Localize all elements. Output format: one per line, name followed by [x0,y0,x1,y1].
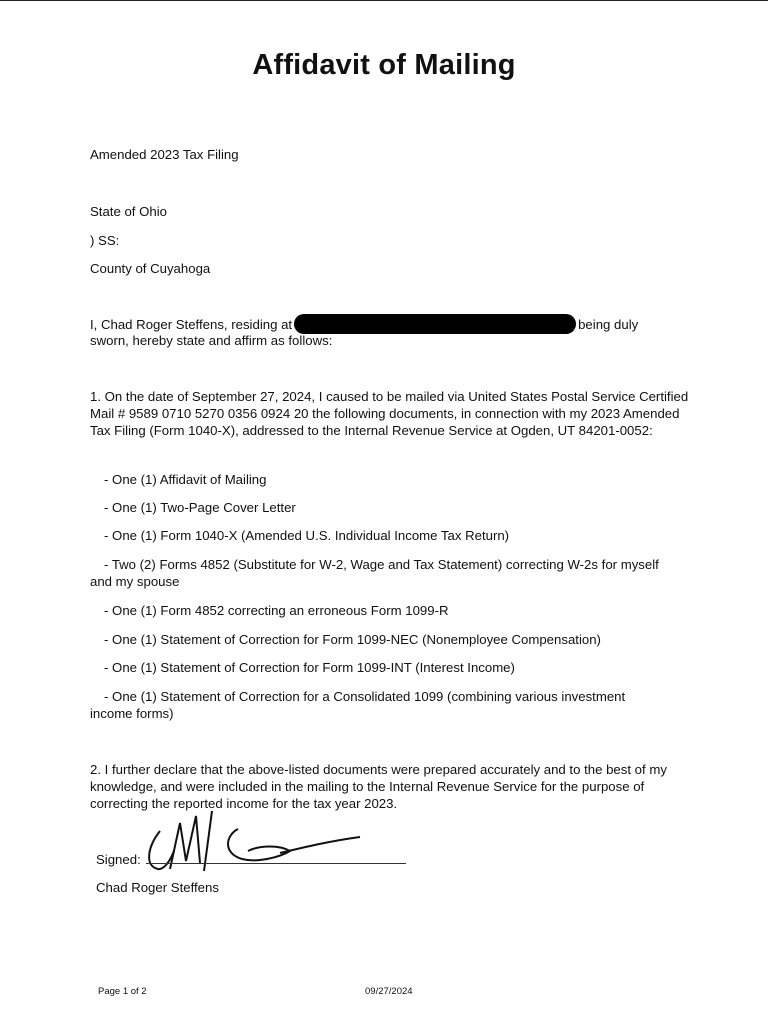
page-number: Page 1 of 2 [98,986,147,997]
venue-ss: ) SS: [90,233,120,248]
paragraph-1: 1. On the date of September 27, 2024, I caused to be mailed via United States Postal Service Certified Mail # 9589 0710 5270 0356 0924 20 the following documents, in connection with my 2023 Amended Tax Filing (Form 1040-X), addressed to the Internal Revenue Service at Ogden, UT 84201-0052: [90,389,689,438]
list-item: - One (1) Two-Page Cover Letter [104,500,296,515]
intro-line-1 [90,314,638,334]
signed-label: Signed: [96,852,141,867]
list-item: - One (1) Statement of Correction for Form 1099-INT (Interest Income) [104,660,515,675]
paragraph-2: 2. I further declare that the above-listed documents were prepared accurately and to the best of my knowledge, and were included in the mailing to the Internal Revenue Service for the purpose of correcting the reported income for the tax year 2023. [90,762,667,811]
venue-state: State of Ohio [90,204,167,219]
venue-county: County of Cuyahoga [90,261,211,276]
list-item: - Two (2) Forms 4852 (Substitute for W-2, Wage and Tax Statement) correcting W-2s for myself and my spouse [90,557,659,589]
list-item: - One (1) Form 1040-X (Amended U.S. Individual Income Tax Return) [104,528,510,543]
list-item: - One (1) Affidavit of Mailing [104,472,267,487]
list-item: - One (1) Statement of Correction for Form 1099-NEC (Nonemployee Compensation) [104,632,601,647]
list-item: - One (1) Statement of Correction for a Consolidated 1099 (combining various investment income forms) [90,689,626,721]
footer-date: 09/27/2024 [365,986,413,997]
intro-line-2: sworn, hereby state and affirm as follows: [90,333,333,348]
handwritten-signature [130,791,370,881]
signer-name: Chad Roger Steffens [96,880,219,895]
intro-before: I, Chad Roger Steffens, residing at [90,317,293,332]
signature-line [146,863,406,864]
redacted-address [294,314,576,334]
list-item: - One (1) Form 4852 correcting an erroneous Form 1099-R [104,603,449,618]
intro-after: being duly [578,317,639,332]
document-title: Affidavit of Mailing [252,49,516,81]
subject-line: Amended 2023 Tax Filing [90,147,239,162]
